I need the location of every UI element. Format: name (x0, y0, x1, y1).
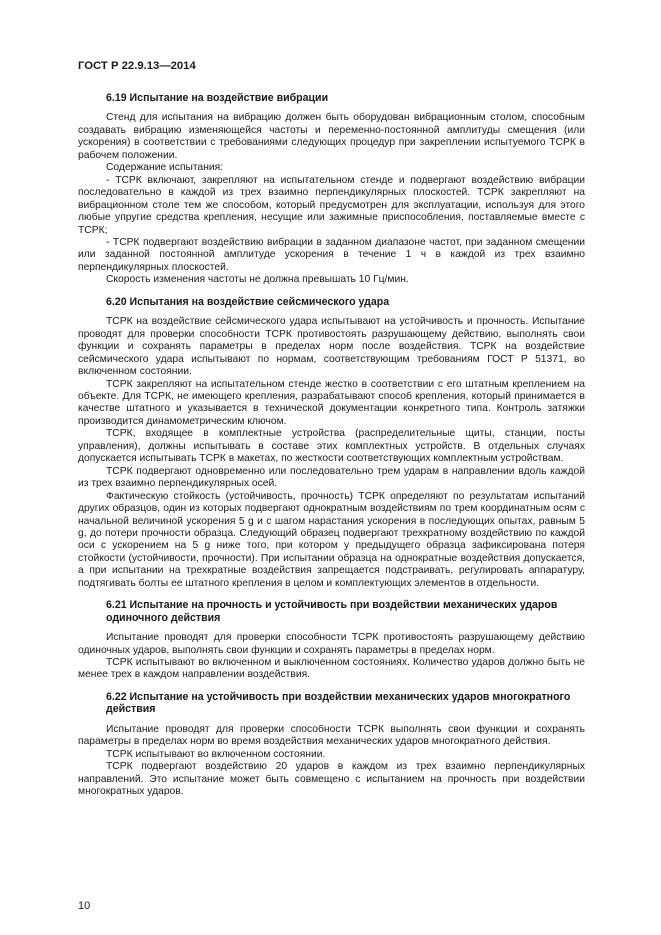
paragraph: Содержание испытания: (106, 162, 224, 174)
paragraph: Испытание проводят для проверки способности ТСРК противостоять разрушающему действию одиночных ударов, выполнять свои функции и сохранять параметры в пределах норм. (78, 632, 585, 656)
paragraph: ТСРК закрепляют на испытательном стенде жестко в соответствии с его штатным креплением на объекте. Для ТСРК, не имеющего крепления, разрабатывают способ крепления, который принимается в качестве штатного и указывается в технической документации конкретного типа. Контроль затяжки производится динамометрическим ключом. (78, 378, 585, 427)
paragraph: ТСРК испытывают во включенном состоянии. (106, 748, 326, 760)
document-header: ГОСТ Р 22.9.13—2014 (78, 60, 196, 72)
section-title: 6.21 Испытание на прочность и устойчивость при воздействии механических ударов одиночного действия (106, 599, 558, 624)
page-number: 10 (78, 900, 91, 912)
paragraph: ТСРК испытывают во включенном и выключенном состояниях. Количество ударов должно быть не менее трех в каждом направлении воздействия. (78, 657, 585, 681)
section-title: 6.22 Испытание на устойчивость при воздействии механических ударов многократного действия (106, 690, 571, 716)
paragraph: Стенд для испытания на вибрацию должен быть оборудован вибрационным столом, способным создавать вибрацию изменяющейся частоты и переменно-постоянной амплитуды смещения (или ускорения) в соответствии с требованиями следующих процедур при закреплении испытуемого ТСРК в рабочем положении. (78, 112, 585, 161)
paragraph: ТСРК подвергают одновременно или последовательно трем ударам в направлении вдоль каждой из трех взаимно перпендикулярных осей. (78, 465, 585, 490)
section-6-22 (78, 691, 585, 799)
paragraph: - ТСРК подвергают воздействию вибрации в заданном диапазоне частот, при заданном смещении или заданной постоянной амплитуде ускорения в течение 1 ч в каждой из трех взаимно перпендикулярных плоскостей. (78, 236, 585, 273)
document-body (78, 92, 585, 808)
section-6-20 (78, 296, 585, 590)
paragraph: - ТСРК включают, закрепляют на испытательном стенде и подвергают воздействию вибрации последовательно в каждой из трех взаимно перпендикулярных плоскостей. ТСРК закрепляют на вибрационном столе тем же способом, который предусмотрен для эксплуатации, используя для этого любые упругие средства крепления, несущие или зажимные приспособления, поставляемые вместе с ТСРК; (78, 174, 585, 236)
paragraph: Скорость изменения частоты не должна превышать 10 Гц/мин. (106, 274, 409, 286)
section-title: 6.20 Испытания на воздействие сейсмического удара (106, 295, 390, 308)
paragraph: ТСРК на воздействие сейсмического удара испытывают на устойчивость и прочность. Испытание проводят для проверки способности ТСРК противостоять разрушающему действию, выполнять свои функции и сохранять параметры в пределах норм после воздействия. ТСРК на воздействие сейсмического удара испытывают по нормам, соответствующим требованиям ГОСТ Р 51371, во включенном состоянии. (78, 316, 585, 378)
paragraph: ТСРК, входящее в комплектные устройства (распределительные щиты, станции, посты управления), должны испытывать в составе этих комплектных устройств. В отдельных случаях допускается испытывать ТСРК в макетах, по жесткости соответствующих комплектным устройствам. (78, 428, 585, 465)
paragraph: Фактическую стойкость (устойчивость, прочность) ТСРК определяют по результатам испытаний других образцов, один из которых подвергают однократным воздействиям по трем координатным осям с начальной величиной ускорения 5 g и с шагом нарастания ускорения в последующих опытах, равным 5 g, до потери прочности образца. Следующий образец подвергают трехкратному воздействию по каждой оси с ускорением на 5 g ниже того, при котором у предыдущего образца зафиксирована потеря стойкости (устойчивости, прочности). При испытании образца на однократные воздействия допускается, а при испытании на трехкратные воздействия запрещается подстраивать, регулировать аппаратуру, подтягивать болты ее штатного крепления в целом и комплектующих элементов в отдельности. (78, 490, 585, 589)
paragraph: ТСРК подвергают воздействию 20 ударов в каждом из трех взаимно перпендикулярных направлений. Это испытание может быть совмещено с испытанием на прочность при воздействии многократных ударов. (78, 761, 585, 798)
section-6-21 (78, 599, 585, 682)
section-6-19 (78, 92, 585, 287)
section-title: 6.19 Испытание на воздействие вибрации (106, 92, 329, 104)
paragraph: Испытание проводят для проверки способности ТСРК выполнять свои функции и сохранять параметры в пределах норм во время воздействия механических ударов многократного действия. (78, 723, 585, 748)
